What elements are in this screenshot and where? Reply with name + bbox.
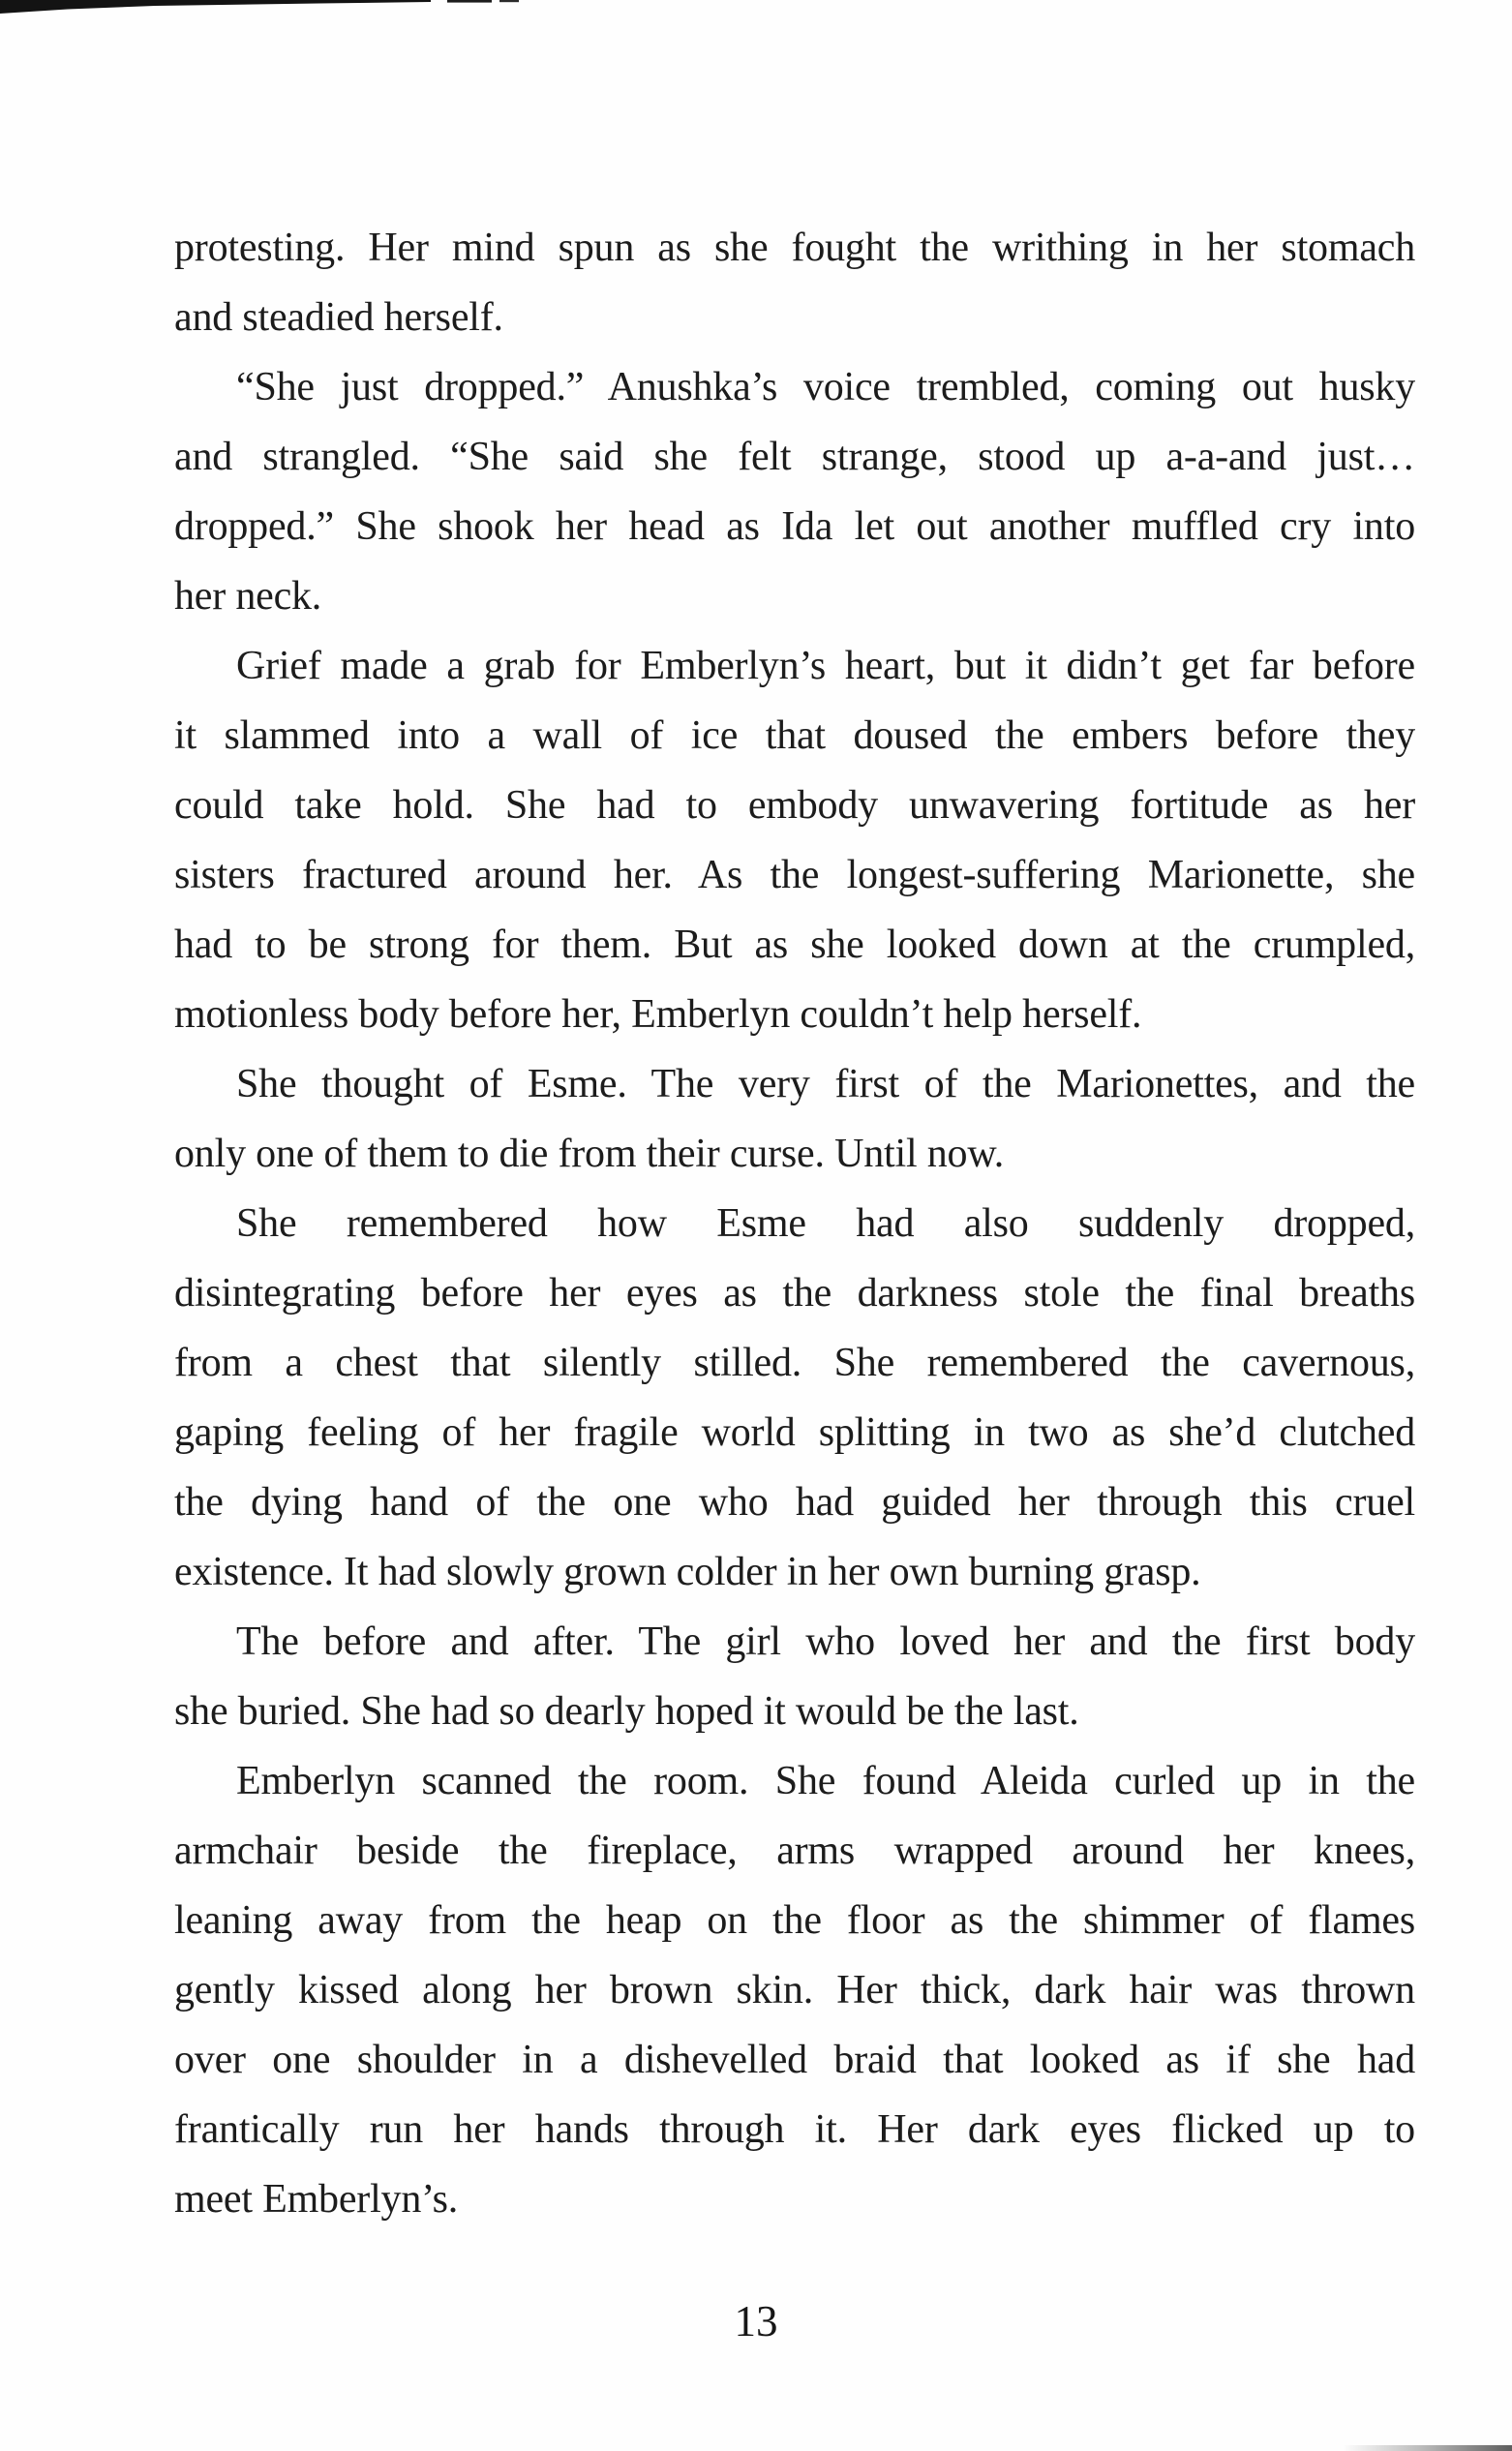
text-line: and steadied herself.	[174, 295, 503, 340]
text-line: only one of them to die from their curse. Until now.	[174, 1132, 1005, 1176]
text-line: dropped.” She shook her head as Ida let out another muffled cry into	[174, 504, 1415, 549]
text-line: she buried. She had so dearly hoped it would be the last.	[174, 1689, 1079, 1734]
text-line: it slammed into a wall of ice that doused the embers before they	[174, 713, 1415, 758]
text-line: “She just dropped.” Anushka’s voice trembled, coming out husky	[236, 365, 1415, 409]
text-line: Grief made a grab for Emberlyn’s heart, but it didn’t get far before	[236, 644, 1415, 688]
text-line: gently kissed along her brown skin. Her thick, dark hair was thrown	[174, 1968, 1415, 2012]
text-line: motionless body before her, Emberlyn couldn’t help herself.	[174, 992, 1142, 1037]
text-line: had to be strong for them. But as she looked down at the crumpled,	[174, 923, 1415, 967]
text-line: existence. It had slowly grown colder in her own burning grasp.	[174, 1550, 1201, 1594]
text-line: disintegrating before her eyes as the darkness stole the final breaths	[174, 1271, 1415, 1316]
text-line: She thought of Esme. The very first of the Marionettes, and the	[236, 1062, 1415, 1106]
text-line: She remembered how Esme had also suddenly dropped,	[236, 1201, 1415, 1246]
text-line: the dying hand of the one who had guided her through this cruel	[174, 1480, 1415, 1525]
text-line: The before and after. The girl who loved her and the first body	[236, 1619, 1415, 1664]
text-line: armchair beside the fireplace, arms wrapped around her knees,	[174, 1829, 1415, 1873]
text-line: frantically run her hands through it. Her dark eyes flicked up to	[174, 2107, 1415, 2152]
text-line: from a chest that silently stilled. She remembered the cavernous,	[174, 1341, 1415, 1385]
text-line: over one shoulder in a dishevelled braid that looked as if she had	[174, 2038, 1415, 2082]
text-line: and strangled. “She said she felt strange, stood up a-a-and just…	[174, 435, 1415, 479]
text-line: meet Emberlyn’s.	[174, 2177, 459, 2222]
text-line: leaning away from the heap on the floor as the shimmer of flames	[174, 1898, 1415, 1943]
text-line: could take hold. She had to embody unwavering fortitude as her	[174, 783, 1415, 828]
text-line: her neck.	[174, 574, 322, 619]
page-number: 13	[734, 2297, 778, 2345]
scan-artifact-bottom-edge	[1343, 2445, 1512, 2451]
page-text	[174, 213, 1415, 2234]
text-line: Emberlyn scanned the room. She found Aleida curled up in the	[236, 1759, 1415, 1803]
text-line: protesting. Her mind spun as she fought the writhing in her stomach	[174, 226, 1415, 270]
scan-artifact-top-edge	[0, 0, 523, 17]
text-line: sisters fractured around her. As the longest-suffering Marionette, she	[174, 853, 1415, 897]
text-line: gaping feeling of her fragile world splitting in two as she’d clutched	[174, 1410, 1415, 1455]
